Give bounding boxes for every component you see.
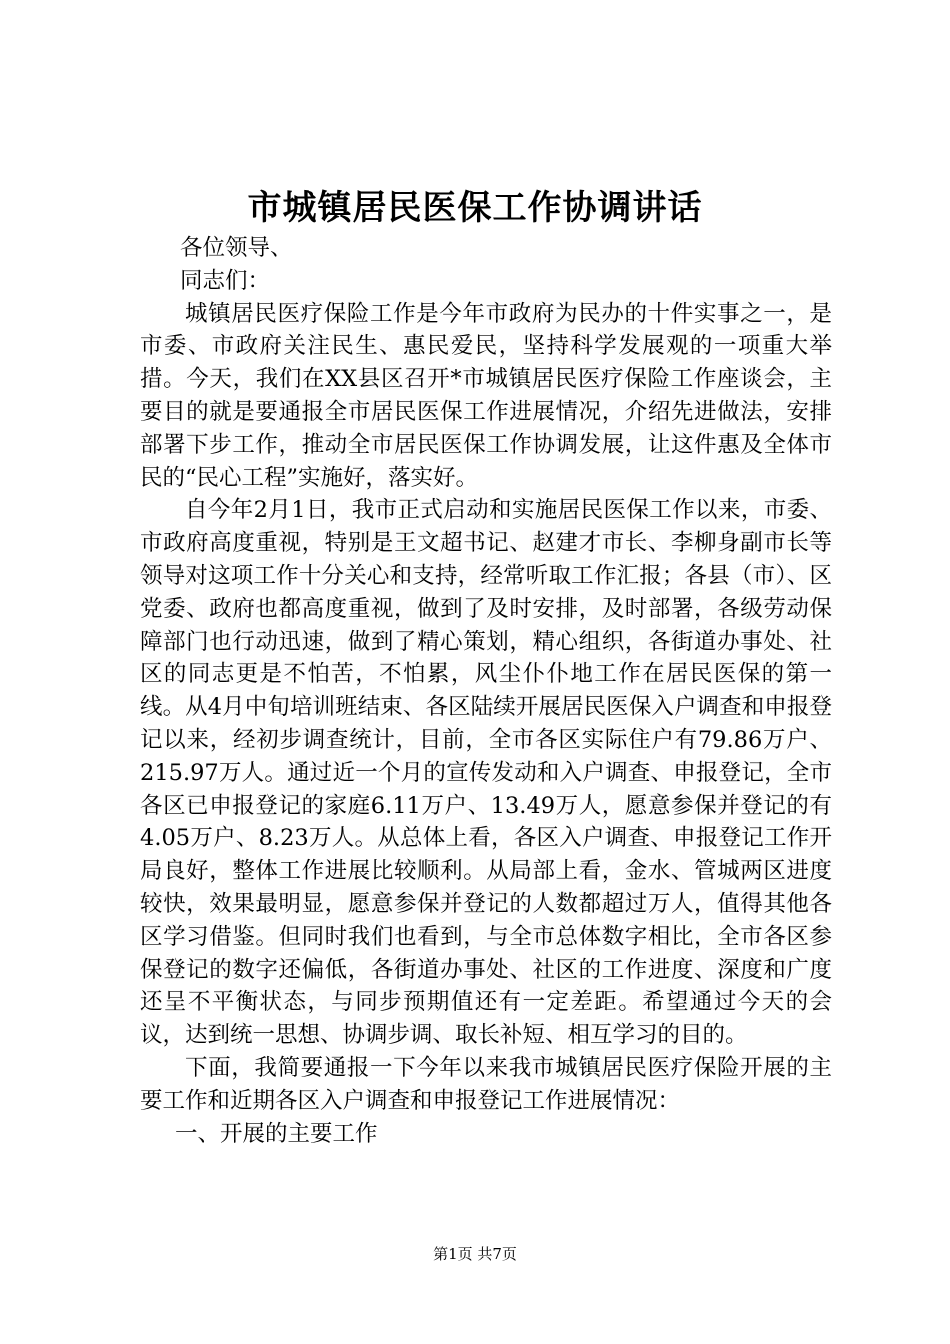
section-heading-main-work: 一、开展的主要工作 — [175, 1120, 378, 1147]
salutation-comrades: 同志们： — [180, 267, 271, 294]
document-title: 市城镇居民医保工作协调讲话 — [247, 188, 703, 228]
document-body — [140, 232, 832, 1150]
paragraph-intro: 城镇居民医疗保险工作是今年市政府为民办的十件实事之一，是市委、市政府关注民生、惠民爱民，坚持科学发展观的一项重大举措。今天，我们在XX县区召开*市城镇居民医疗保险工作座谈会，主要目的就是要通报全市居民医保工作进展情况，介绍先进做法，安排部署下步工作，推动全市居民医保工作协调发展，让这件惠及全体市民的“民心工程”实施好，落实好。 — [140, 300, 832, 491]
salutation-leaders: 各位领导、 — [180, 235, 293, 261]
paragraph-overview: 下面，我简要通报一下今年以来我市城镇居民医疗保险开展的主要工作和近期各区入户调查和申报登记工作进展情况： — [140, 1054, 832, 1114]
page-number-footer: 第1页 共7页 — [433, 1245, 517, 1263]
paragraph-progress: 自今年2月1日，我市正式启动和实施居民医保工作以来，市委、市政府高度重视，特别是王文超书记、赵建才市长、李柳身副市长等领导对这项工作十分关心和支持，经常听取工作汇报；各县（市）、区党委、政府也都高度重视，做到了及时安排，及时部署，各级劳动保障部门也行动迅速，做到了精心策划，精心组织，各街道办事处、社区的同志更是不怕苦，不怕累，风尘仆仆地工作在居民医保的第一线。从4月中旬培训班结束、各区陆续开展居民医保入户调查和申报登记以来，经初步调查统计，目前，全市各区实际住户有79.86万户、215.97万人。通过近一个月的宣传发动和入户调查、申报登记，全市各区已申报登记的家庭6.11万户、13.49万人，愿意参保并登记的有4.05万户、8.23万人。从总体上看，各区入户调查、申报登记工作开局良好，整体工作进展比较顺利。从局部上看，金水、管城两区进度较快，效果最明显，愿意参保并登记的人数都超过万人，值得其他各区学习借鉴。但同时我们也看到，与全市总体数字相比，全市各区参保登记的数字还偏低，各街道办事处、社区的工作进度、深度和广度还呈不平衡状态，与同步预期值还有一定差距。希望通过今天的会议，达到统一思想、协调步调、取长补短、相互学习的目的。 — [140, 497, 832, 1049]
